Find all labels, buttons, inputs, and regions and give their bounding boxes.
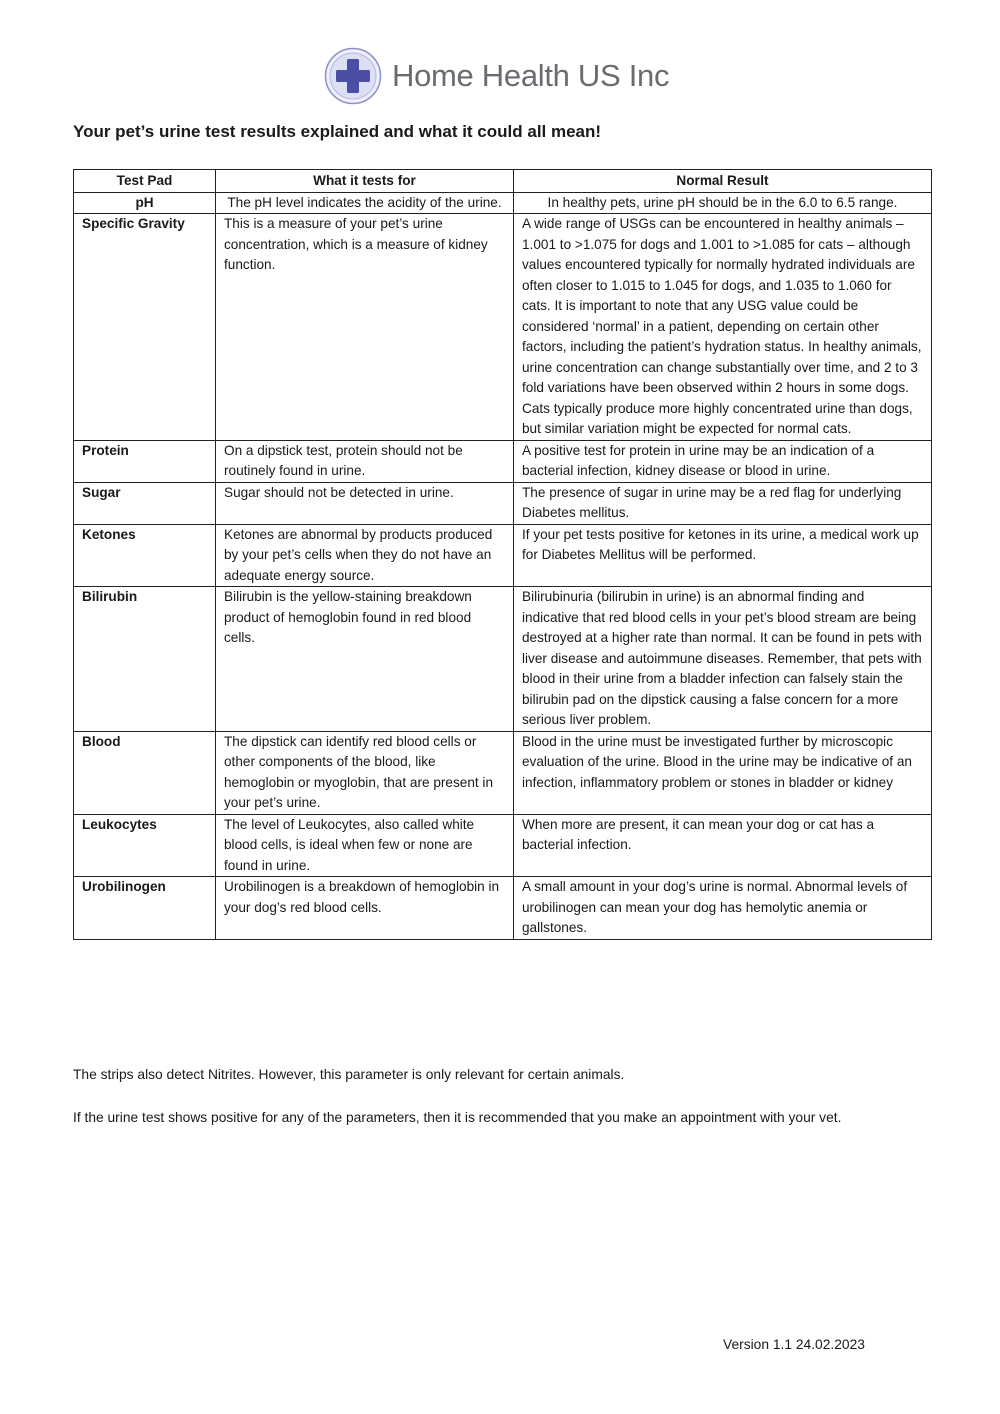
normal-result-cell: A small amount in your dog’s urine is normal. Abnormal levels of urobilinogen can mean your dog has hemolytic anemia or gallstones. <box>514 877 932 940</box>
table-row <box>74 214 932 441</box>
table-row <box>74 192 932 214</box>
test-pad-cell: Urobilinogen <box>74 877 216 940</box>
normal-result-cell: A wide range of USGs can be encountered in healthy animals – 1.001 to >1.075 for dogs and 1.001 to >1.085 for cats – although values encountered typically for normally hydrated individuals are often closer to 1.015 to 1.045 for dogs, and 1.035 to 1.060 for cats. It is important to note that any USG value could be considered ‘normal’ in a patient, depending on certain other factors, including the patient’s hydration status. In healthy animals, urine concentration can change substantially over time, and 2 to 3 fold variations have been observed within 2 hours in some dogs. Cats typically produce more highly concentrated urine than dogs, but similar variation might be expected for normal cats. <box>514 214 932 441</box>
tests-for-cell: This is a measure of your pet’s urine concentration, which is a measure of kidney function. <box>216 214 514 441</box>
header-what-it-tests-for: What it tests for <box>216 170 514 193</box>
test-pad-cell: Sugar <box>74 482 216 524</box>
table-row <box>74 524 932 587</box>
medical-cross-icon <box>324 47 382 105</box>
tests-for-cell: Ketones are abnormal by products produced by your pet’s cells when they do not have an adequate energy source. <box>216 524 514 587</box>
tests-for-cell: The dipstick can identify red blood cells or other components of the blood, like hemoglobin or myoglobin, that are present in your pet’s urine. <box>216 731 514 814</box>
tests-for-cell: The level of Leukocytes, also called white blood cells, is ideal when few or none are found in urine. <box>216 814 514 877</box>
normal-result-cell: Blood in the urine must be investigated further by microscopic evaluation of the urine. Blood in the urine may be indicative of an infection, inflammatory problem or stones in bladder or kidney <box>514 731 932 814</box>
table-row <box>74 482 932 524</box>
version-label: Version 1.1 24.02.2023 <box>723 1337 865 1352</box>
tests-for-cell: Bilirubin is the yellow-staining breakdown product of hemoglobin found in red blood cells. <box>216 587 514 732</box>
nitrites-note: The strips also detect Nitrites. However, this parameter is only relevant for certain animals. <box>73 1067 625 1082</box>
table-row <box>74 731 932 814</box>
test-pad-cell: Protein <box>74 440 216 482</box>
results-table <box>73 169 932 940</box>
test-pad-cell: Bilirubin <box>74 587 216 732</box>
tests-for-cell: Sugar should not be detected in urine. <box>216 482 514 524</box>
table-row <box>74 440 932 482</box>
tests-for-cell: The pH level indicates the acidity of the urine. <box>216 192 514 214</box>
tests-for-cell: Urobilinogen is a breakdown of hemoglobin in your dog’s red blood cells. <box>216 877 514 940</box>
header-normal-result: Normal Result <box>514 170 932 193</box>
brand-name: Home Health US Inc <box>392 58 670 93</box>
table-row <box>74 587 932 732</box>
test-pad-cell: pH <box>74 192 216 214</box>
normal-result-cell: The presence of sugar in urine may be a red flag for underlying Diabetes mellitus. <box>514 482 932 524</box>
table-row <box>74 877 932 940</box>
normal-result-cell: In healthy pets, urine pH should be in the 6.0 to 6.5 range. <box>514 192 932 214</box>
page-title: Your pet’s urine test results explained and what it could all mean! <box>73 122 602 141</box>
normal-result-cell: When more are present, it can mean your dog or cat has a bacterial infection. <box>514 814 932 877</box>
test-pad-cell: Blood <box>74 731 216 814</box>
test-pad-cell: Leukocytes <box>74 814 216 877</box>
table-header-row <box>74 170 932 193</box>
tests-for-cell: On a dipstick test, protein should not be routinely found in urine. <box>216 440 514 482</box>
normal-result-cell: If your pet tests positive for ketones in its urine, a medical work up for Diabetes Mellitus will be performed. <box>514 524 932 587</box>
brand-logo <box>324 46 669 106</box>
recommendation-note: If the urine test shows positive for any of the parameters, then it is recommended that you make an appointment with your vet. <box>73 1110 842 1125</box>
test-pad-cell: Ketones <box>74 524 216 587</box>
header-test-pad: Test Pad <box>74 170 216 193</box>
normal-result-cell: Bilirubinuria (bilirubin in urine) is an abnormal finding and indicative that red blood cells in your pet’s blood stream are being destroyed at a higher rate than normal. It can be found in pets with liver disease and autoimmune diseases. Remember, that pets with blood in their urine from a bladder infection can falsely stain the bilirubin pad on the dipstick causing a false concern for a more serious liver problem. <box>514 587 932 732</box>
table-row <box>74 814 932 877</box>
test-pad-cell: Specific Gravity <box>74 214 216 441</box>
normal-result-cell: A positive test for protein in urine may be an indication of a bacterial infection, kidney disease or blood in urine. <box>514 440 932 482</box>
